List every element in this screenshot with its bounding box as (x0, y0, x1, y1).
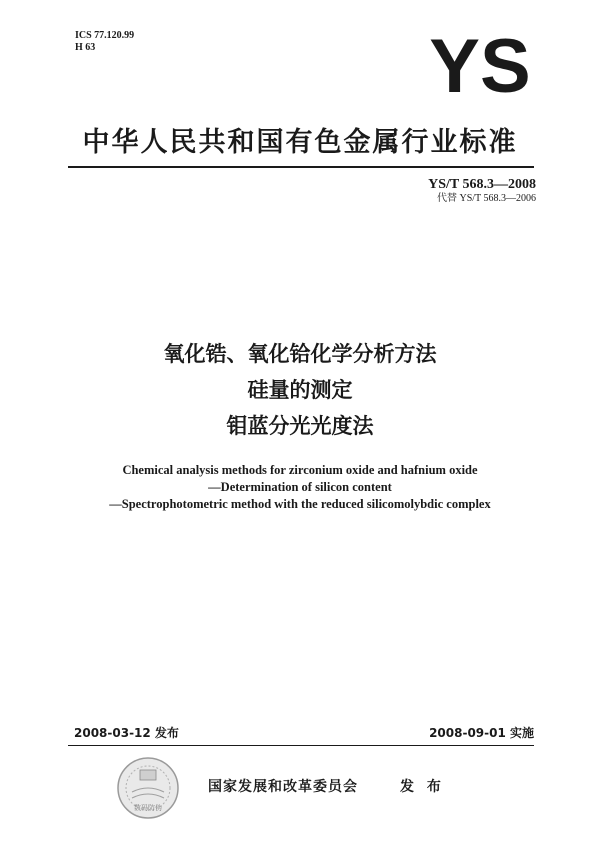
standard-number: YS/T 568.3—2008 (428, 177, 536, 192)
top-divider (68, 166, 534, 168)
page-title: 中华人民共和国有色金属行业标准 (82, 127, 518, 158)
chinese-title-line-2: 硅量的测定 (247, 378, 353, 402)
chinese-title-line-1: 氧化锆、氧化铪化学分析方法 (163, 342, 437, 366)
issue-label: 发 布 (400, 779, 445, 795)
chinese-title-line-3: 钼蓝分光光度法 (226, 414, 374, 438)
english-title-line-1: Chemical analysis methods for zirconium oxide and hafnium oxide (122, 463, 478, 477)
ccs-code: H 63 (75, 42, 96, 53)
replaces-standard: 代替 YS/T 568.3—2006 (437, 193, 536, 204)
classification-codes (75, 30, 134, 54)
issuer-name: 国家发展和改革委员会 (208, 779, 358, 795)
english-title-line-2: —Determination of silicon content (208, 480, 392, 494)
standard-number-block (428, 176, 536, 205)
ics-code: ICS 77.120.99 (75, 30, 135, 41)
anti-counterfeit-seal (116, 756, 180, 820)
bottom-divider (68, 745, 534, 746)
ys-logo-text: YS (429, 32, 531, 100)
effective-date: 2008-09-01 实施 (429, 726, 534, 740)
seal-text: 数码防伪 (134, 804, 162, 812)
ys-logo (425, 32, 535, 100)
publish-date: 2008-03-12 发布 (74, 726, 179, 740)
english-title (0, 462, 600, 513)
english-title-line-3: —Spectrophotometric method with the reduced silicomolybdic complex (109, 497, 491, 511)
chinese-title (0, 336, 600, 444)
